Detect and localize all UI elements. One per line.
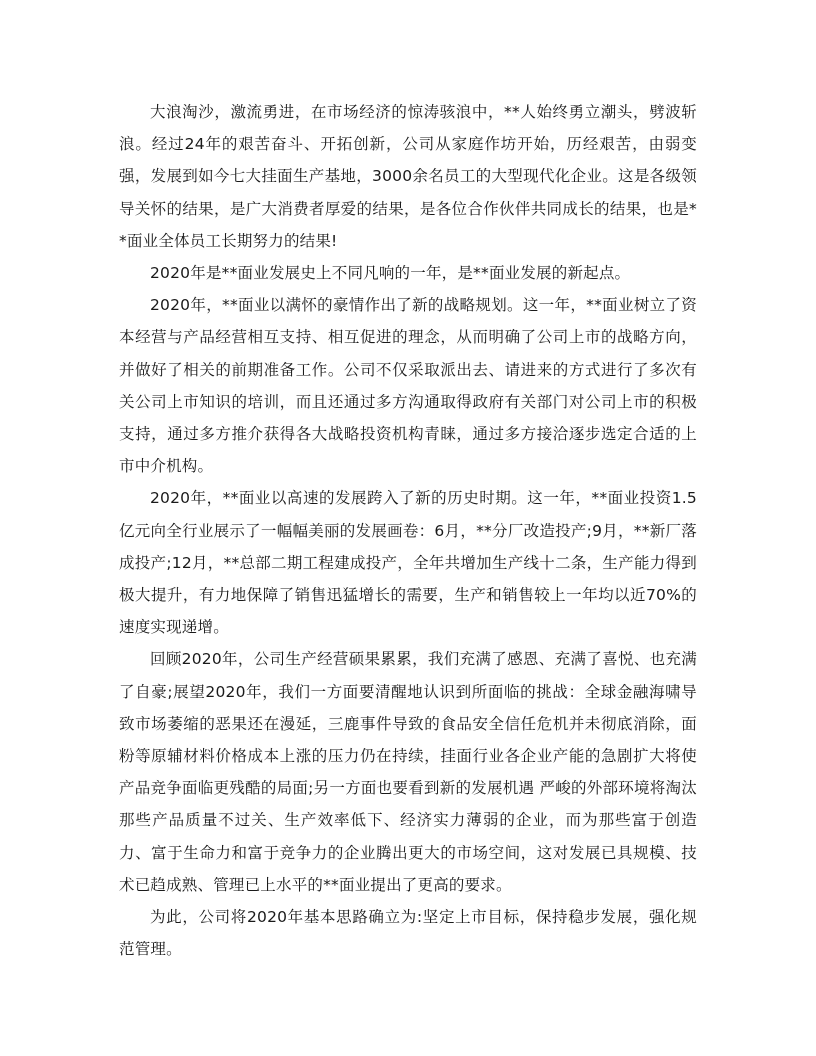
- paragraph-intro: 大浪淘沙，激流勇进，在市场经济的惊涛骇浪中，**人始终勇立潮头，劈波斩浪。经过24年的艰苦奋斗、开拓创新，公司从家庭作坊开始，历经艰苦，由弱变强，发展到如今七大挂面生产基地，3000余名员工的大型现代化企业。这是各级领导关怀的结果，是广大消费者厚爱的结果，是各位合作伙伴共同成长的结果，也是**面业全体员工长期努力的结果!: [119, 103, 697, 250]
- paragraph-milestone: 2020年是**面业发展史上不同凡响的一年，是**面业发展的新起点。: [150, 264, 631, 283]
- document-body: [119, 96, 697, 965]
- paragraph-strategy: 2020年，**面业以满怀的豪情作出了新的战略规划。这一年，**面业树立了资本经营与产品经营相互支持、相互促进的理念，从而明确了公司上市的战略方向，并做好了相关的前期准备工作。公司不仅采取派出去、请进来的方式进行了多次有关公司上市知识的培训，而且还通过多方沟通取得政府有关部门对公司上市的积极支持，通过多方推介获得各大战略投资机构青睐，通过多方接洽逐步选定合适的上市中介机构。: [119, 296, 697, 476]
- paragraph-guideline: 为此，公司将2020年基本思路确立为:坚定上市目标，保持稳步发展，强化规范管理。: [119, 908, 697, 959]
- paragraph-growth: 2020年，**面业以高速的发展跨入了新的历史时期。这一年，**面业投资1.5亿元向全行业展示了一幅幅美丽的发展画卷：6月，**分厂改造投产;9月，**新厂落成投产;12月，**总部二期工程建成投产，全年共增加生产线十二条，生产能力得到极大提升，有力地保障了销售迅猛增长的需要，生产和销售较上一年均以近70%的速度实现递增。: [119, 489, 697, 637]
- paragraph-review-outlook: 回顾2020年，公司生产经营硕果累累，我们充满了感恩、充满了喜悦、也充满了自豪;展望2020年，我们一方面要清醒地认识到所面临的挑战：全球金融海啸导致市场萎缩的恶果还在漫延，三鹿事件导致的食品安全信任危机并未彻底消除，面粉等原辅材料价格成本上涨的压力仍在持续，挂面行业各企业产能的急剧扩大将使产品竞争面临更残酷的局面;另一方面也要看到新的发展机遇 严峻的外部环境将淘汰那些产品质量不过关、生产效率低下、经济实力薄弱的企业，而为那些富于创造力、富于生命力和富于竞争力的企业腾出更大的市场空间，这对发展已具规模、技术已趋成熟、管理已上水平的**面业提出了更高的要求。: [119, 650, 697, 894]
